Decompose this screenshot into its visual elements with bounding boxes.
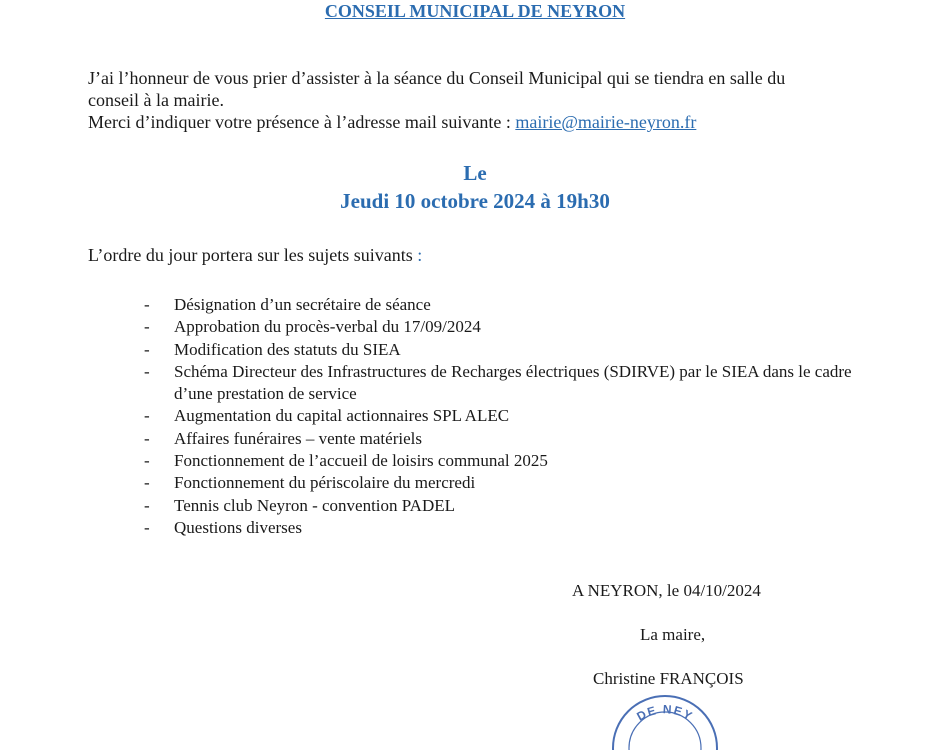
presence-text: Merci d’indiquer votre présence à l’adresse mail suivante :: [88, 112, 516, 132]
email-link[interactable]: mairie@mairie-neyron.fr: [515, 112, 697, 132]
presence-line: [88, 111, 868, 133]
agenda-item: [144, 517, 864, 539]
agenda-list: [144, 294, 864, 539]
agenda-item: [144, 339, 864, 361]
agenda-item-text: Schéma Directeur des Infrastructures de Recharges électriques (SDIRVE) par le SIEA dans le cadre d’une prestation de service: [174, 361, 852, 404]
meeting-date-block: [0, 159, 950, 215]
agenda-intro-colon: :: [417, 245, 423, 265]
agenda-bullet: -: [144, 361, 150, 381]
agenda-item: [144, 428, 864, 450]
agenda-bullet: -: [144, 317, 150, 337]
svg-text:DE NEY: [634, 702, 695, 724]
agenda-item-text: Désignation d’un secrétaire de séance: [174, 295, 431, 314]
agenda-item-text: Modification des statuts du SIEA: [174, 339, 401, 359]
agenda-item: [144, 294, 864, 316]
agenda-item-text: Questions diverses: [174, 517, 302, 537]
agenda-item: [144, 472, 864, 494]
agenda-bullet: -: [144, 295, 150, 314]
agenda-item: [144, 316, 864, 338]
official-stamp-icon: [610, 690, 720, 750]
agenda-bullet: -: [144, 495, 150, 515]
document-title: CONSEIL MUNICIPAL DE NEYRON: [324, 1, 626, 21]
agenda-item-text: Augmentation du capital actionnaires SPL ALEC: [174, 406, 510, 426]
signature-name: Christine FRANÇOIS: [593, 669, 744, 688]
agenda-intro: [88, 244, 422, 266]
agenda-bullet: -: [144, 517, 150, 537]
agenda-bullet: -: [144, 339, 150, 359]
agenda-item-text: Affaires funéraires – vente matériels: [174, 428, 422, 448]
agenda-intro-text: L’ordre du jour portera sur les sujets suivants: [88, 245, 418, 265]
stamp-text: DE NEY: [634, 702, 696, 724]
agenda-item: [144, 495, 864, 517]
signature-place-date: A NEYRON, le 04/10/2024: [572, 581, 761, 600]
meeting-le: Le: [463, 161, 487, 185]
agenda-item: [144, 361, 864, 406]
meeting-date: Jeudi 10 octobre 2024 à 19h30: [340, 189, 610, 213]
agenda-item-text: Tennis club Neyron - convention PADEL: [174, 495, 455, 515]
agenda-item-text: Approbation du procès-verbal du 17/09/2024: [174, 317, 481, 337]
agenda-bullet: -: [144, 428, 150, 448]
agenda-item-text: Fonctionnement du périscolaire du mercredi: [174, 473, 476, 493]
agenda-bullet: -: [144, 473, 150, 493]
signature-role: La maire,: [640, 625, 706, 644]
agenda-item: [144, 405, 864, 427]
invitation-line-2: conseil à la mairie.: [88, 90, 224, 110]
invitation-paragraph: [88, 67, 868, 133]
agenda-item-text: Fonctionnement de l’accueil de loisirs communal 2025: [174, 451, 548, 471]
invitation-line-1: J’ai l’honneur de vous prier d’assister à la séance du Conseil Municipal qui se tiendra en salle du: [88, 68, 786, 88]
agenda-bullet: -: [144, 406, 150, 426]
agenda-bullet: -: [144, 451, 150, 471]
agenda-item: [144, 450, 864, 472]
